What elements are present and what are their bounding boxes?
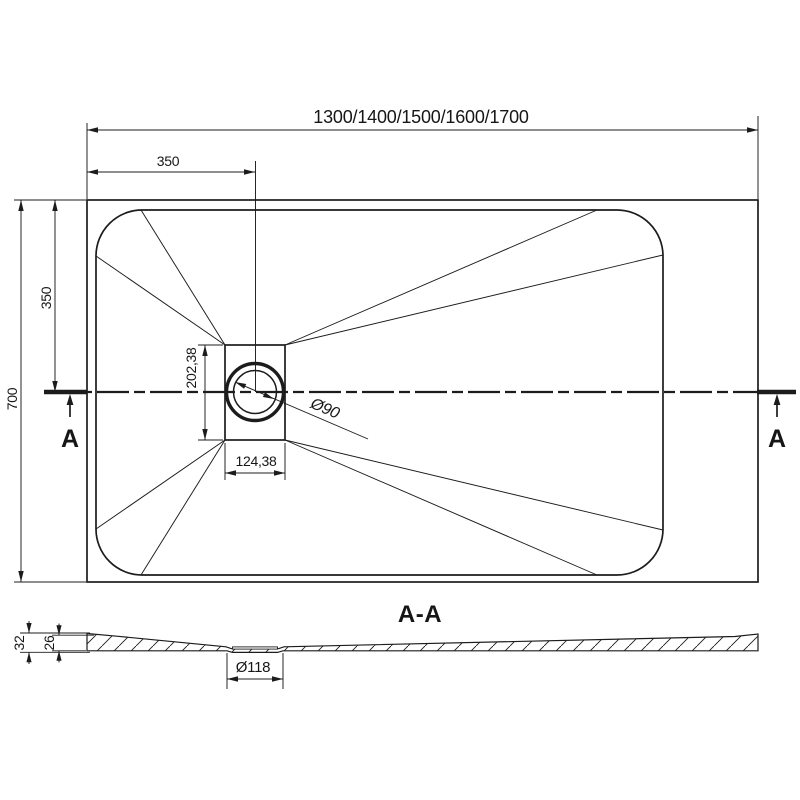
drain-cap-plate — [233, 647, 278, 649]
dim-drain-offset-x — [87, 153, 255, 175]
drain-assembly — [225, 161, 285, 440]
overall-thickness-label: 32 — [11, 635, 27, 651]
cut-label-left: A — [60, 425, 80, 453]
drain-box-length-label: 202,38 — [183, 347, 199, 389]
cut-label-right: A — [767, 425, 787, 453]
drain-box-width-label: 124,38 — [235, 453, 277, 469]
section-profile — [87, 634, 758, 653]
width-options-label: 1300/1400/1500/1600/1700 — [313, 107, 529, 127]
section-view — [11, 601, 758, 689]
drain-offset-y-label: 350 — [38, 286, 54, 310]
dim-width-options — [87, 107, 758, 199]
dim-drain-offset-y — [38, 200, 58, 392]
section-cut-marker-right — [768, 394, 786, 453]
section-title: A-A — [397, 601, 443, 628]
drain-hole-label: Ø118 — [235, 659, 271, 676]
dim-base-thickness — [41, 624, 94, 663]
depth-label: 700 — [4, 387, 20, 411]
drain-offset-x-label: 350 — [156, 153, 180, 169]
drain-diameter-label: Ø90 — [307, 395, 342, 423]
dim-drain-hole — [227, 653, 283, 689]
dim-drain-diameter — [235, 382, 368, 439]
dim-drain-box-width — [225, 443, 285, 480]
base-thickness-label: 26 — [41, 635, 57, 651]
section-cut-marker-left — [61, 394, 79, 453]
top-view — [4, 107, 796, 582]
